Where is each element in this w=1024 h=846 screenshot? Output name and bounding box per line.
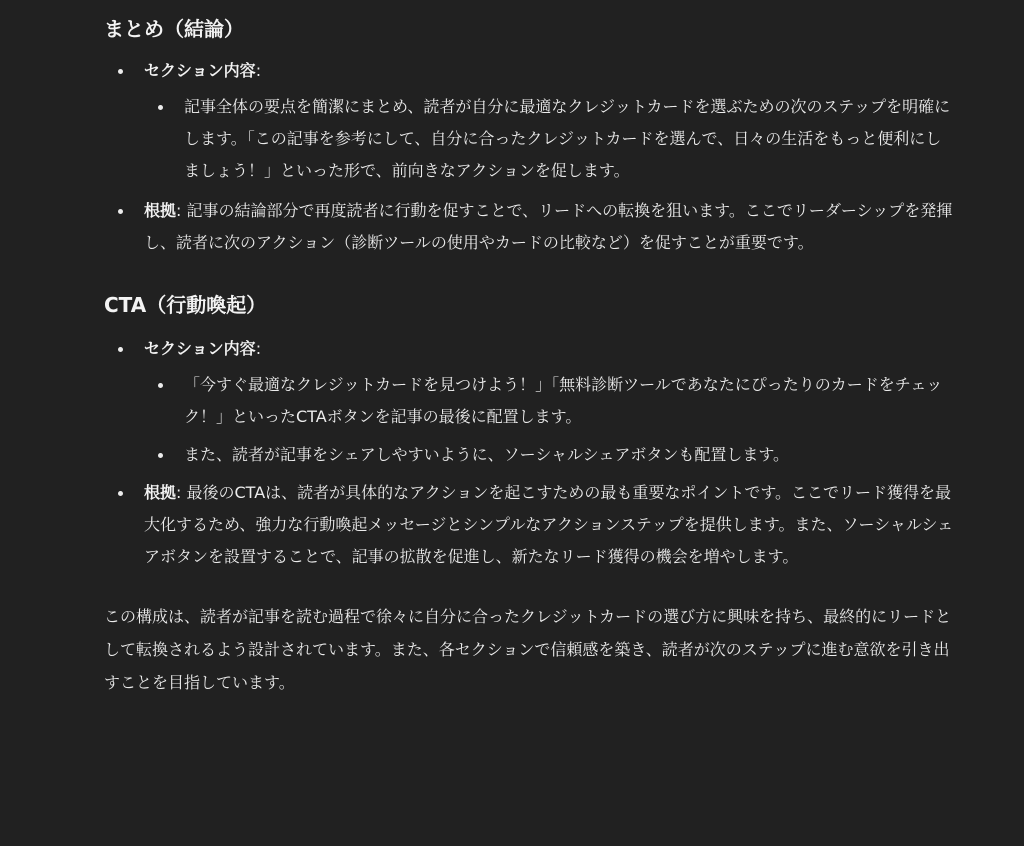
- basis-text: : 最後のCTAは、読者が具体的なアクションを起こすための最も重要なポイントです。ここでリード獲得を最大化するため、強力な行動喚起メッセージとシンプルなアクションステップを提供します。また、ソーシャルシェアボタンを設置することで、記事の拡散を促進し、新たなリード獲得の機会を増やします。: [144, 483, 954, 566]
- bullet-list: [104, 333, 956, 573]
- sub-bullet-list: [144, 91, 956, 187]
- basis-label: 根拠: [144, 483, 177, 502]
- summary-paragraph: この構成は、読者が記事を読む過程で徐々に自分に合ったクレジットカードの選び方に興味を持ち、最終的にリードとして転換されるよう設計されています。また、各セクションで信頼感を築き、読者が次のステップに進む意欲を引き出すことを目指しています。: [104, 607, 952, 692]
- bullet-list: [104, 55, 956, 259]
- basis-text: : 記事の結論部分で再度読者に行動を促すことで、リードへの転換を狙います。ここでリーダーシップを発揮し、読者に次のアクション（診断ツールの使用やカードの比較など）を促すことが重要です。: [144, 201, 953, 252]
- basis-label: 根拠: [144, 201, 177, 220]
- sub-bullet-list: [144, 369, 956, 471]
- section-heading: CTA（行動喚起）: [104, 293, 267, 317]
- content-colon: :: [255, 339, 262, 358]
- section-summary: [104, 9, 956, 259]
- section-heading: まとめ（結論）: [104, 17, 244, 41]
- content-label: セクション内容: [144, 61, 256, 80]
- list-item-basis: [104, 195, 956, 259]
- content-label: セクション内容: [144, 339, 256, 358]
- list-item-basis: [104, 477, 956, 573]
- sub-list-item: また、読者が記事をシェアしやすいように、ソーシャルシェアボタンも配置します。: [144, 439, 956, 471]
- list-item-content: [104, 55, 956, 187]
- content-colon: :: [255, 61, 262, 80]
- section-cta: [104, 285, 956, 573]
- sub-list-item: 「今すぐ最適なクレジットカードを見つけよう！」「無料診断ツールであなたにぴったりのカードをチェック！」といったCTAボタンを記事の最後に配置します。: [144, 369, 956, 433]
- list-item-content: [104, 333, 956, 471]
- chat-message: [104, 9, 956, 715]
- sub-list-item: 記事全体の要点を簡潔にまとめ、読者が自分に最適なクレジットカードを選ぶための次のステップを明確にします。「この記事を参考にして、自分に合ったクレジットカードを選んで、日々の生活をもっと便利にしましょう！」といった形で、前向きなアクションを促します。: [144, 91, 956, 187]
